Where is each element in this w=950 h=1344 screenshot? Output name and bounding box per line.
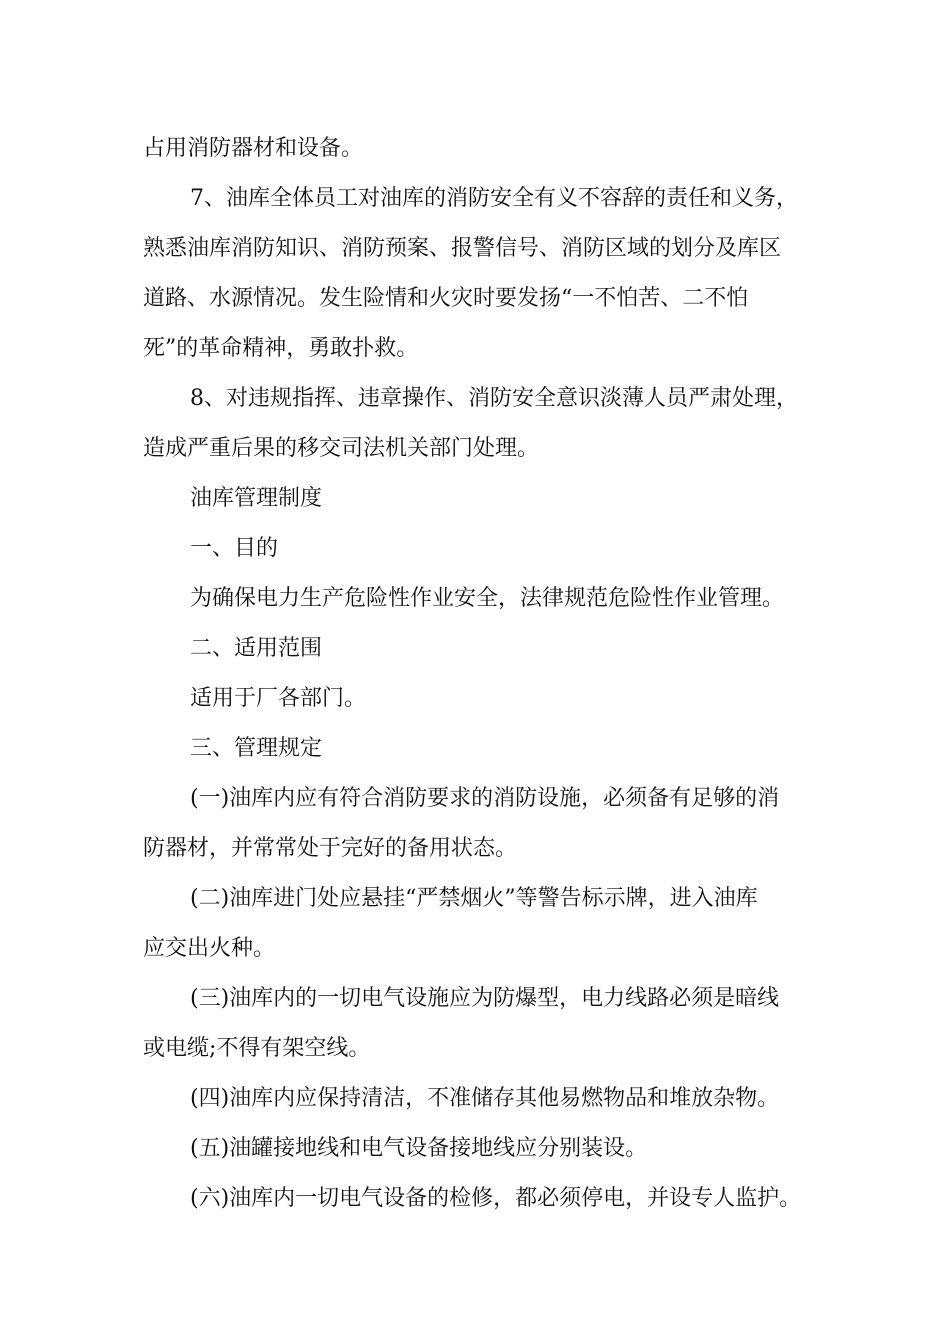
text-line: 适用于厂各部门。 — [190, 686, 367, 711]
text-line: 熟悉油库消防知识、消防预案、报警信号、消防区域的划分及库区 — [143, 236, 782, 261]
section-heading: 一、目的 — [190, 536, 279, 561]
text-line: 死”的革命精神，勇敢扑救。 — [143, 336, 419, 361]
section-heading: 三、管理规定 — [190, 736, 323, 761]
text-line: (三)油库内的一切电气设施应为防爆型，电力线路必须是暗线 — [190, 986, 780, 1011]
text-line: 道路、水源情况。发生险情和火灾时要发扬“一不怕苦、二不怕 — [143, 286, 749, 311]
text-line: (五)油罐接地线和电气设备接地线应分别装设。 — [190, 1136, 648, 1161]
section-title: 油库管理制度 — [190, 486, 323, 511]
text-line: 或电缆;不得有架空线。 — [143, 1036, 371, 1061]
text-line: 应交出火种。 — [143, 936, 276, 961]
text-line: (四)油库内应保持清洁，不准储存其他易燃物品和堆放杂物。 — [190, 1086, 780, 1111]
section-heading: 二、适用范围 — [190, 636, 323, 661]
text-line: (二)油库进门处应悬挂“严禁烟火”等警告标示牌，进入油库 — [190, 886, 758, 911]
text-line: 为确保电力生产危险性作业安全，法律规范危险性作业管理。 — [190, 586, 785, 611]
text-line: 造成严重后果的移交司法机关部门处理。 — [143, 436, 540, 461]
text-line: (一)油库内应有符合消防要求的消防设施，必须备有足够的消 — [190, 786, 780, 811]
text-line: 8、对违规指挥、违章操作、消防安全意识淡薄人员严肃处理， — [190, 386, 798, 411]
text-line: (六)油库内一切电气设备的检修，都必须停电，并设专人监护。 — [190, 1186, 802, 1211]
text-line: 7、油库全体员工对油库的消防安全有义不容辞的责任和义务， — [190, 186, 798, 211]
text-line: 防器材，并常常处于完好的备用状态。 — [143, 836, 518, 861]
text-line: 占用消防器材和设备。 — [143, 136, 364, 161]
